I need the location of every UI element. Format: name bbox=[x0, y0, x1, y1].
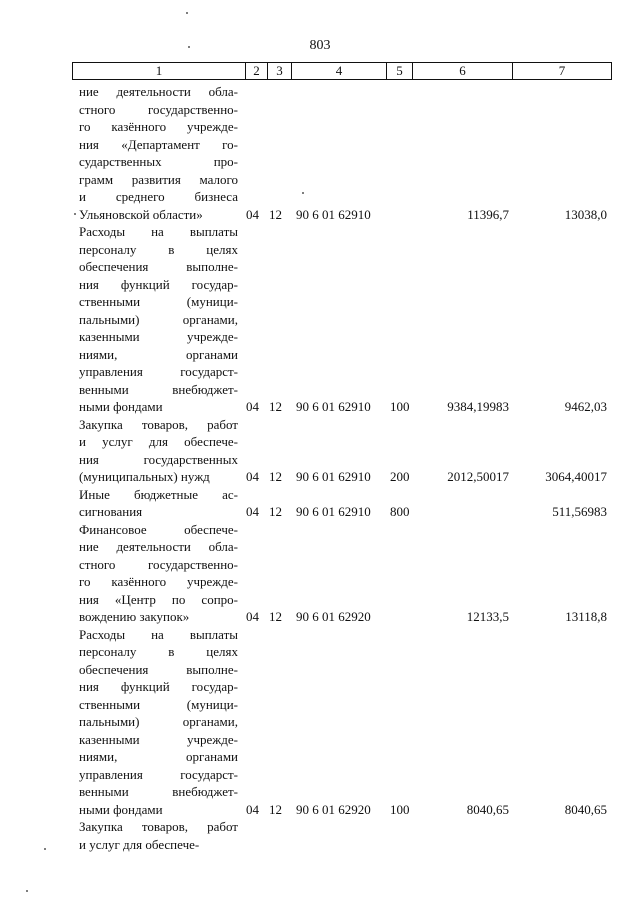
cell-col-2: 04 bbox=[246, 609, 259, 624]
description-line: и услуг для обеспече- bbox=[79, 434, 238, 449]
cell-col-5: 100 bbox=[390, 801, 410, 817]
header-col-3: 3 bbox=[267, 63, 291, 79]
cell-col-5: 200 bbox=[390, 469, 410, 484]
description-line: ными фондами bbox=[79, 801, 163, 817]
description-line: ственными (муници- bbox=[79, 294, 238, 309]
description-line: ния «Центр по сопро- bbox=[79, 591, 238, 607]
header-col-1: 1 bbox=[155, 63, 163, 78]
page-number: 803 bbox=[309, 38, 331, 53]
cell-col-4: 90 6 01 62920 bbox=[296, 609, 371, 624]
description-line: стного государственно- bbox=[79, 556, 238, 572]
cell-col-4: 90 6 01 62910 bbox=[296, 206, 371, 222]
scan-speck bbox=[302, 192, 304, 194]
cell-col-7: 13038,0 bbox=[564, 206, 607, 222]
row-description bbox=[79, 626, 238, 819]
description-line: ния государственных bbox=[79, 451, 238, 467]
description-line: ственными (муници- bbox=[79, 696, 238, 712]
description-line: управления государст- bbox=[79, 766, 238, 782]
cell-col-4: 90 6 01 62920 bbox=[296, 801, 371, 817]
table-header bbox=[72, 62, 612, 80]
header-col-4: 4 bbox=[291, 63, 386, 79]
cell-col-6: 2012,50017 bbox=[447, 469, 509, 484]
cell-col-3: 12 bbox=[269, 609, 282, 624]
scan-speck bbox=[26, 890, 28, 892]
description-line: го казённого учрежде- bbox=[79, 119, 238, 134]
description-line: управления государст- bbox=[79, 364, 238, 379]
description-line: Закупка товаров, работ bbox=[79, 416, 238, 432]
description-line: ными фондами bbox=[79, 399, 163, 414]
description-line: Иные бюджетные ас- bbox=[79, 486, 238, 502]
header-col-7: 7 bbox=[512, 63, 611, 79]
row-description bbox=[79, 486, 238, 521]
scan-speck bbox=[74, 213, 76, 215]
description-line: Финансовое обеспече- bbox=[79, 521, 238, 537]
cell-col-6: 9384,19983 bbox=[447, 399, 509, 414]
cell-col-3: 12 bbox=[269, 504, 282, 519]
header-col-5: 5 bbox=[386, 63, 412, 79]
description-line: персоналу в целях bbox=[79, 241, 238, 257]
description-line: Расходы на выплаты bbox=[79, 626, 238, 642]
description-line: венными внебюджет- bbox=[79, 784, 238, 799]
description-line: сигнования bbox=[79, 504, 143, 519]
cell-col-7: 3064,40017 bbox=[545, 469, 607, 484]
description-line: казенными учрежде- bbox=[79, 731, 238, 747]
description-line: пальными) органами, bbox=[79, 311, 238, 327]
cell-col-2: 04 bbox=[246, 206, 259, 222]
description-line: ниями, органами bbox=[79, 749, 238, 764]
cell-col-6: 8040,65 bbox=[466, 801, 509, 817]
description-line: обеспечения выполне- bbox=[79, 661, 238, 677]
cell-col-7: 13118,8 bbox=[565, 609, 607, 624]
scan-speck bbox=[186, 12, 188, 14]
description-line: ние деятельности обла- bbox=[79, 539, 238, 554]
description-line: грамм развития малого bbox=[79, 171, 238, 187]
cell-col-5: 100 bbox=[390, 399, 410, 414]
cell-col-6: 12133,5 bbox=[466, 609, 509, 624]
description-line: Расходы на выплаты bbox=[79, 224, 238, 239]
description-line: ние деятельности обла- bbox=[79, 84, 238, 99]
row-description bbox=[79, 521, 238, 626]
cell-col-2: 04 bbox=[246, 469, 259, 484]
description-line: казенными учрежде- bbox=[79, 329, 238, 344]
cell-col-5: 800 bbox=[390, 504, 410, 519]
header-col-2: 2 bbox=[245, 63, 267, 79]
cell-col-4: 90 6 01 62910 bbox=[296, 469, 371, 484]
cell-col-3: 12 bbox=[269, 469, 282, 484]
description-line: и услуг для обеспече- bbox=[79, 836, 200, 852]
cell-col-4: 90 6 01 62910 bbox=[296, 399, 371, 414]
scan-speck bbox=[188, 46, 190, 48]
description-line: ниями, органами bbox=[79, 346, 238, 362]
description-line: ния «Департамент го- bbox=[79, 136, 238, 152]
cell-col-2: 04 bbox=[246, 399, 259, 414]
description-line: (муниципальных) нужд bbox=[79, 469, 210, 484]
cell-col-3: 12 bbox=[269, 399, 282, 414]
description-line: ния функций государ- bbox=[79, 276, 238, 292]
description-line: Закупка товаров, работ bbox=[79, 819, 238, 834]
description-line: стного государственно- bbox=[79, 101, 238, 117]
row-description bbox=[79, 83, 238, 223]
cell-col-4: 90 6 01 62910 bbox=[296, 504, 371, 519]
description-line: вождению закупок» bbox=[79, 609, 190, 624]
header-col-6: 6 bbox=[412, 63, 512, 79]
cell-col-3: 12 bbox=[269, 206, 282, 222]
description-line: персоналу в целях bbox=[79, 644, 238, 659]
description-line: Ульяновской области» bbox=[79, 206, 203, 222]
description-line: венными внебюджет- bbox=[79, 381, 238, 397]
description-line: ния функций государ- bbox=[79, 679, 238, 694]
cell-col-7: 9462,03 bbox=[564, 399, 607, 414]
description-line: сударственных про- bbox=[79, 154, 238, 169]
row-description bbox=[79, 223, 238, 416]
cell-col-3: 12 bbox=[269, 801, 282, 817]
scan-speck bbox=[44, 848, 46, 850]
cell-col-7: 8040,65 bbox=[564, 801, 607, 817]
cell-col-2: 04 bbox=[246, 504, 259, 519]
row-description bbox=[79, 416, 238, 486]
cell-col-2: 04 bbox=[246, 801, 259, 817]
row-description bbox=[79, 818, 238, 853]
cell-col-6: 11396,7 bbox=[467, 206, 509, 222]
description-line: пальными) органами, bbox=[79, 714, 238, 729]
description-line: го казённого учрежде- bbox=[79, 574, 238, 589]
description-line: обеспечения выполне- bbox=[79, 259, 238, 274]
cell-col-7: 511,56983 bbox=[552, 504, 607, 519]
description-line: и среднего бизнеса bbox=[79, 189, 238, 204]
